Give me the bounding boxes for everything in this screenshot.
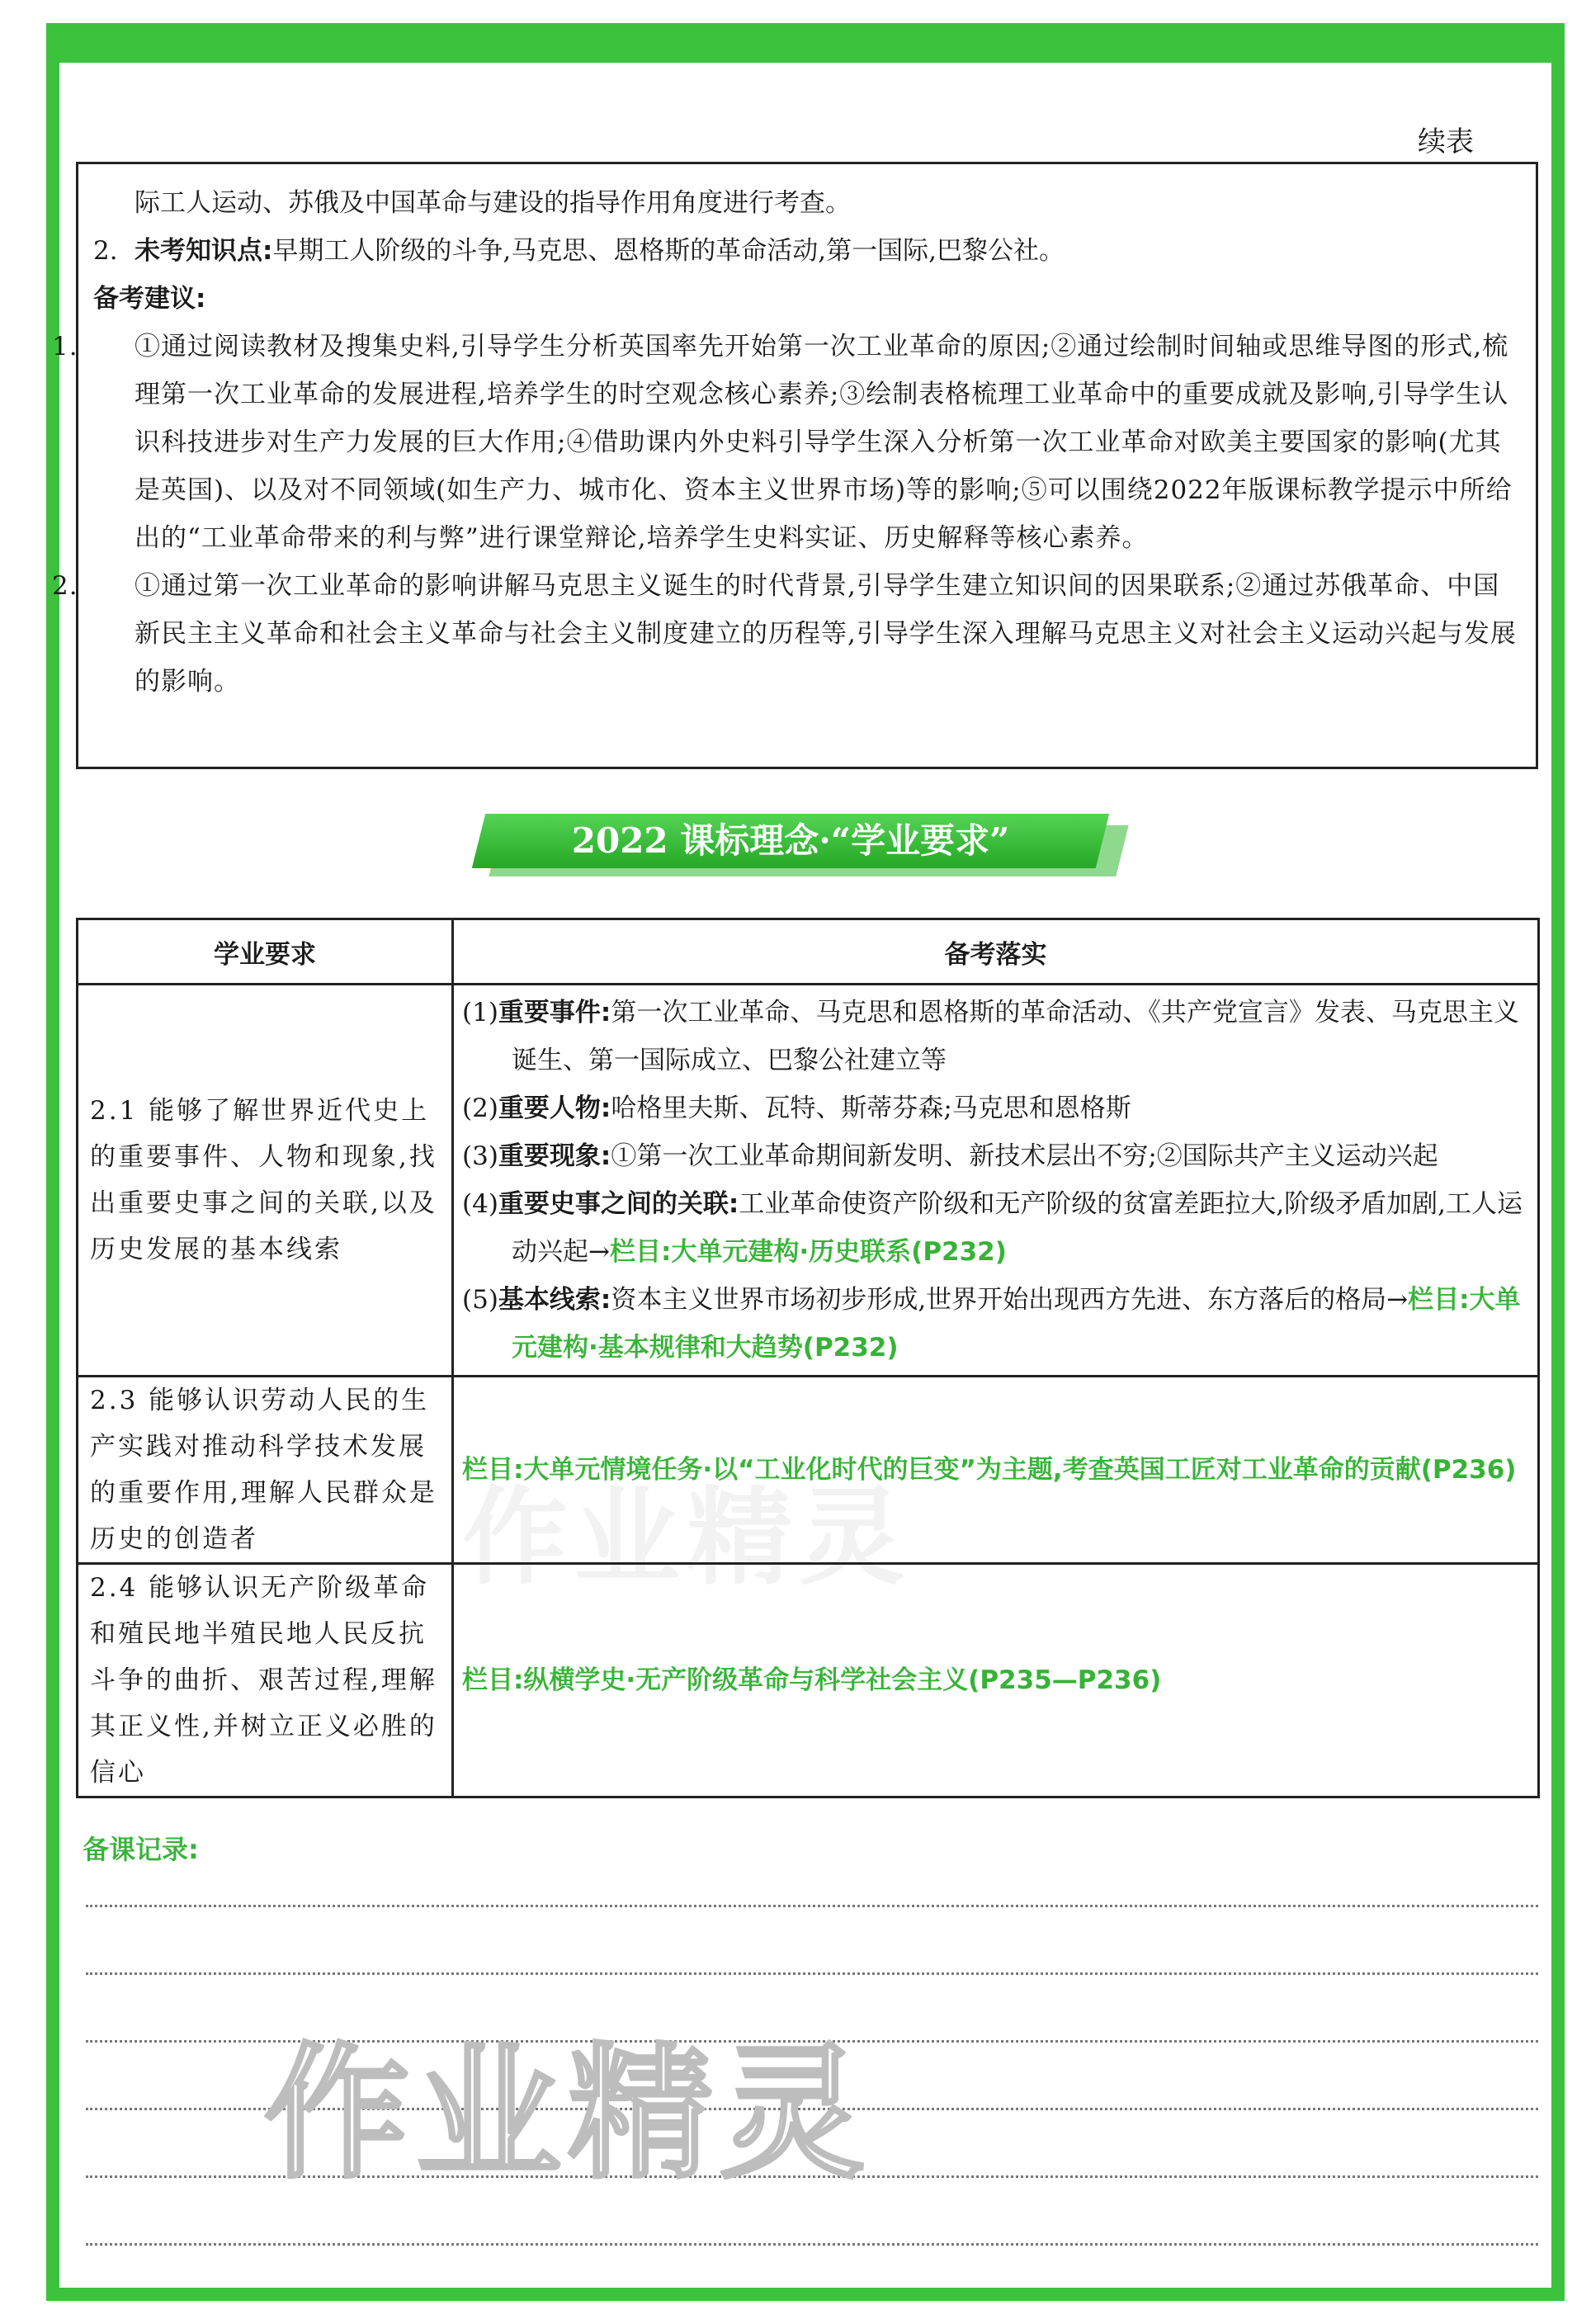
list-item: (4)重要史事之间的关联:工业革命使资产阶级和无产阶级的贫富差距拉大,阶级矛盾加剧,工人运动兴起→栏目:大单元建构·历史联系(P232) (462, 1189, 1523, 1267)
exam-item-2: 2. 未考知识点:早期工人阶级的斗争,马克思、恩格斯的革命活动,第一国际,巴黎公社。 (93, 236, 1065, 266)
column-reference-link: 栏目:大单元情境任务·以“工业化时代的巨变”为主题,考查英国工匠对工业革命的贡献(P236) (462, 1455, 1517, 1485)
list-item: (2)重要人物:哈格里夫斯、瓦特、斯蒂芬森;马克思和恩格斯 (462, 1094, 1131, 1123)
advice-item-1: 1. ①通过阅读教材及搜集史料,引导学生分析英国率先开始第一次工业革命的原因;②通过绘制时间轴或思维导图的形式,梳理第一次工业革命的发展进程,培养学生的时空观念核心素养;③绘制表格梳理工业革命中的重要成就及影响,引导学生认识科技进步对生产力发展的巨大作用;④借助课内外史料引导学生深入分析第一次工业革命对欧美主要国家的影响(尤其是英国)、以及对不同领域(如生产力、城市化、资本主义世界市场)等的影响;⑤可以围绕2022年版课标教学提示中所给出的“工业革命带来的利与弊”进行课堂辩论,培养学生史料实证、历史解释等核心素养。 (52, 332, 1513, 553)
note-line (86, 1905, 1538, 1907)
list-item: (3)重要现象:①第一次工业革命期间新发明、新技术层出不穷;②国际共产主义运动兴起 (462, 1141, 1438, 1171)
advice-title: 备考建议: (93, 284, 206, 314)
exam-analysis-box (52, 162, 1538, 769)
note-line (86, 1972, 1538, 1975)
exam-line-continued: 际工人运动、苏俄及中国革命与建设的指导作用角度进行考查。 (135, 188, 851, 218)
table-header-row (78, 919, 1539, 985)
page-frame-top (46, 23, 1565, 63)
requirement-cell: 2.4 能够认识无产阶级革命和殖民地半殖民地人民反抗斗争的曲折、艰苦过程,理解其正义性,并树立正义必胜的信心 (78, 1564, 453, 1797)
exam-item-2-label: 未考知识点: (135, 236, 273, 266)
watermark: 作业精灵 (264, 2029, 872, 2199)
requirement-cell: 2.3 能够认识劳动人民的生产实践对推动科学技术发展的重要作用,理解人民群众是历史的创造者 (78, 1377, 453, 1564)
table-row (78, 985, 1539, 1377)
note-line (86, 2243, 1538, 2246)
column-reference-link: 栏目:大单元建构·历史联系(P232) (609, 1237, 1007, 1267)
section-banner-title: 2022 课标理念·“学业要求” (571, 820, 1010, 861)
watermark: 作业精灵 (462, 1476, 912, 1599)
requirement-cell: 2.1 能够了解世界近代史上的重要事件、人物和现象,找出重要史事之间的关联,以及历史发展的基本线索 (78, 985, 453, 1377)
notes-title: 备课记录: (83, 1834, 199, 1865)
list-item: (5)基本线索:资本主义世界市场初步形成,世界开始出现西方先进、东方落后的格局→栏目:大单元建构·基本规律和大趋势(P232) (462, 1285, 1521, 1363)
list-item: (1)重要事件:第一次工业革命、马克思和恩格斯的革命活动、《共产党宣言》发表、马克思主义诞生、第一国际成立、巴黎公社建立等 (462, 998, 1519, 1075)
advice-item-2: 2. ①通过第一次工业革命的影响讲解马克思主义诞生的时代背景,引导学生建立知识间的因果联系;②通过苏俄革命、中国新民主主义革命和社会主义革命与社会主义制度建立的历程等,引导学生深入理解马克思主义对社会主义运动兴起与发展的影响。 (52, 571, 1517, 697)
page-frame-right (1551, 23, 1565, 2301)
column-reference-link: 栏目:大单元建构·基本规律和大趋势(P232) (512, 1285, 1521, 1363)
header-implementation: 备考落实 (453, 919, 1539, 985)
continued-label: 续表 (1418, 125, 1474, 158)
requirements-table (76, 918, 1540, 1798)
column-reference-link: 栏目:纵横学史·无产阶级革命与科学社会主义(P235—P236) (462, 1665, 1162, 1695)
header-requirement: 学业要求 (78, 919, 453, 985)
page-frame-bottom (46, 2288, 1565, 2301)
implementation-cell (453, 985, 1539, 1377)
